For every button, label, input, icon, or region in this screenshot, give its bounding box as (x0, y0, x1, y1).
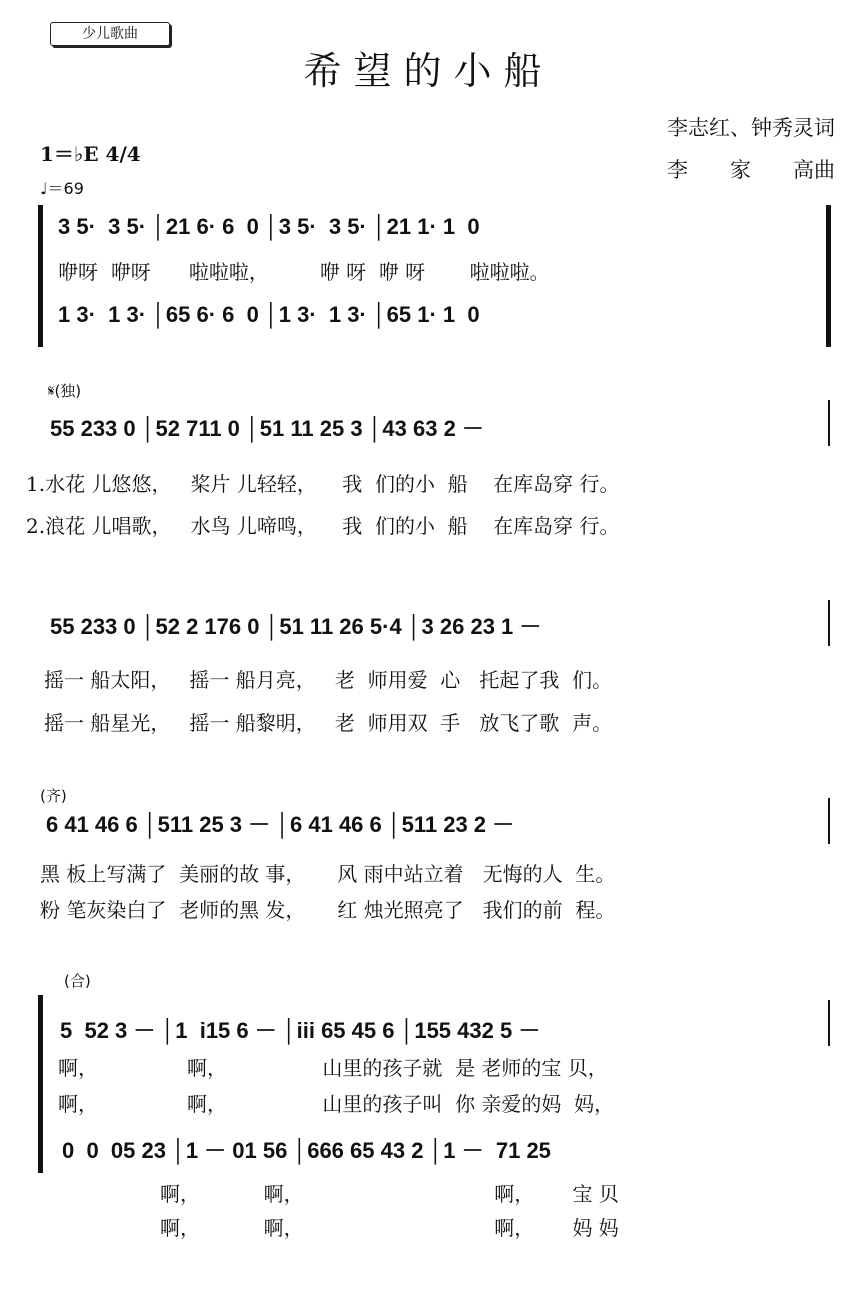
verse-b-lyric-2: 摇一 船星光， 摇一 船黎明， 老 师用双 手 放飞了歌 声。 (44, 711, 613, 735)
unison-mark: (齐) (40, 787, 67, 805)
song-title: 希望的小船 (303, 49, 554, 93)
chorus-upper-notes: 5 52 3 － │1 i15 6 － │iii 65 45 6 │155 432 5 － (60, 1018, 541, 1043)
lyricist-credit: 李志红、钟秀灵词 (667, 116, 835, 140)
barline (828, 400, 830, 446)
barline (828, 600, 830, 646)
chorus-lower-lyric-1: 啊， 啊， 啊， 宝 贝 (160, 1182, 619, 1206)
chorus-upper-lyric-2: 啊， 啊， 山里的孩子叫 你 亲爱的妈 妈， (58, 1092, 615, 1116)
category-tag: 少儿歌曲 (50, 22, 170, 46)
barline (828, 1000, 830, 1046)
verse-a-notes: 55 233 0 │52 711 0 │51 11 25 3 │43 63 2 － (50, 416, 484, 441)
verse-b-notes: 55 233 0 │52 2 176 0 │51 11 26 5·4 │3 26 23 1 － (50, 614, 542, 639)
chorus-lower-notes: 0 0 05 23 │1 － 01 56 │666 65 43 2 │1 － 71 25 (62, 1138, 551, 1163)
verse-a-lyric-2: 2.浪花 儿唱歌， 水鸟 儿啼鸣， 我 们的小 船 在库岛穿 行。 (26, 514, 620, 538)
barline (828, 798, 830, 844)
final-barline (826, 205, 831, 347)
key-signature: 1＝♭E 4/4 (40, 142, 141, 166)
intro-upper-notes: 3 5· 3 5· │21 6· 6 0 │3 5· 3 5· │21 1· 1 0 (58, 214, 480, 239)
composer-credit: 李 家 高曲 (667, 158, 835, 182)
verse-c-lyric-1: 黑 板上写满了 美丽的故 事， 风 雨中站立着 无悔的人 生。 (40, 862, 616, 886)
verse-c-lyric-2: 粉 笔灰染白了 老师的黑 发， 红 烛光照亮了 我们的前 程。 (40, 898, 616, 922)
verse-b-lyric-1: 摇一 船太阳， 摇一 船月亮， 老 师用爱 心 托起了我 们。 (44, 668, 613, 692)
system-bracket (38, 995, 43, 1173)
verse-c-notes: 6 41 46 6 │511 25 3 － │6 41 46 6 │511 23 2 － (46, 812, 515, 837)
chorus-upper-lyric-1: 啊， 啊， 山里的孩子就 是 老师的宝 贝， (58, 1056, 608, 1080)
intro-lower-notes: 1 3· 1 3· │65 6· 6 0 │1 3· 1 3· │65 1· 1 0 (58, 302, 480, 327)
intro-lyrics: 咿呀 咿呀 啦啦啦， 咿 呀 咿 呀 啦啦啦。 (58, 260, 550, 284)
segno-solo-mark: 𝄋(独) (48, 382, 82, 400)
system-bracket (38, 205, 43, 347)
verse-a-lyric-1: 1.水花 儿悠悠， 桨片 儿轻轻， 我 们的小 船 在库岛穿 行。 (26, 472, 620, 496)
chorus-lower-lyric-2: 啊， 啊， 啊， 妈 妈 (160, 1216, 619, 1240)
tempo-marking: ♩＝69 (40, 179, 84, 198)
chorus-mark: (合) (64, 972, 91, 990)
